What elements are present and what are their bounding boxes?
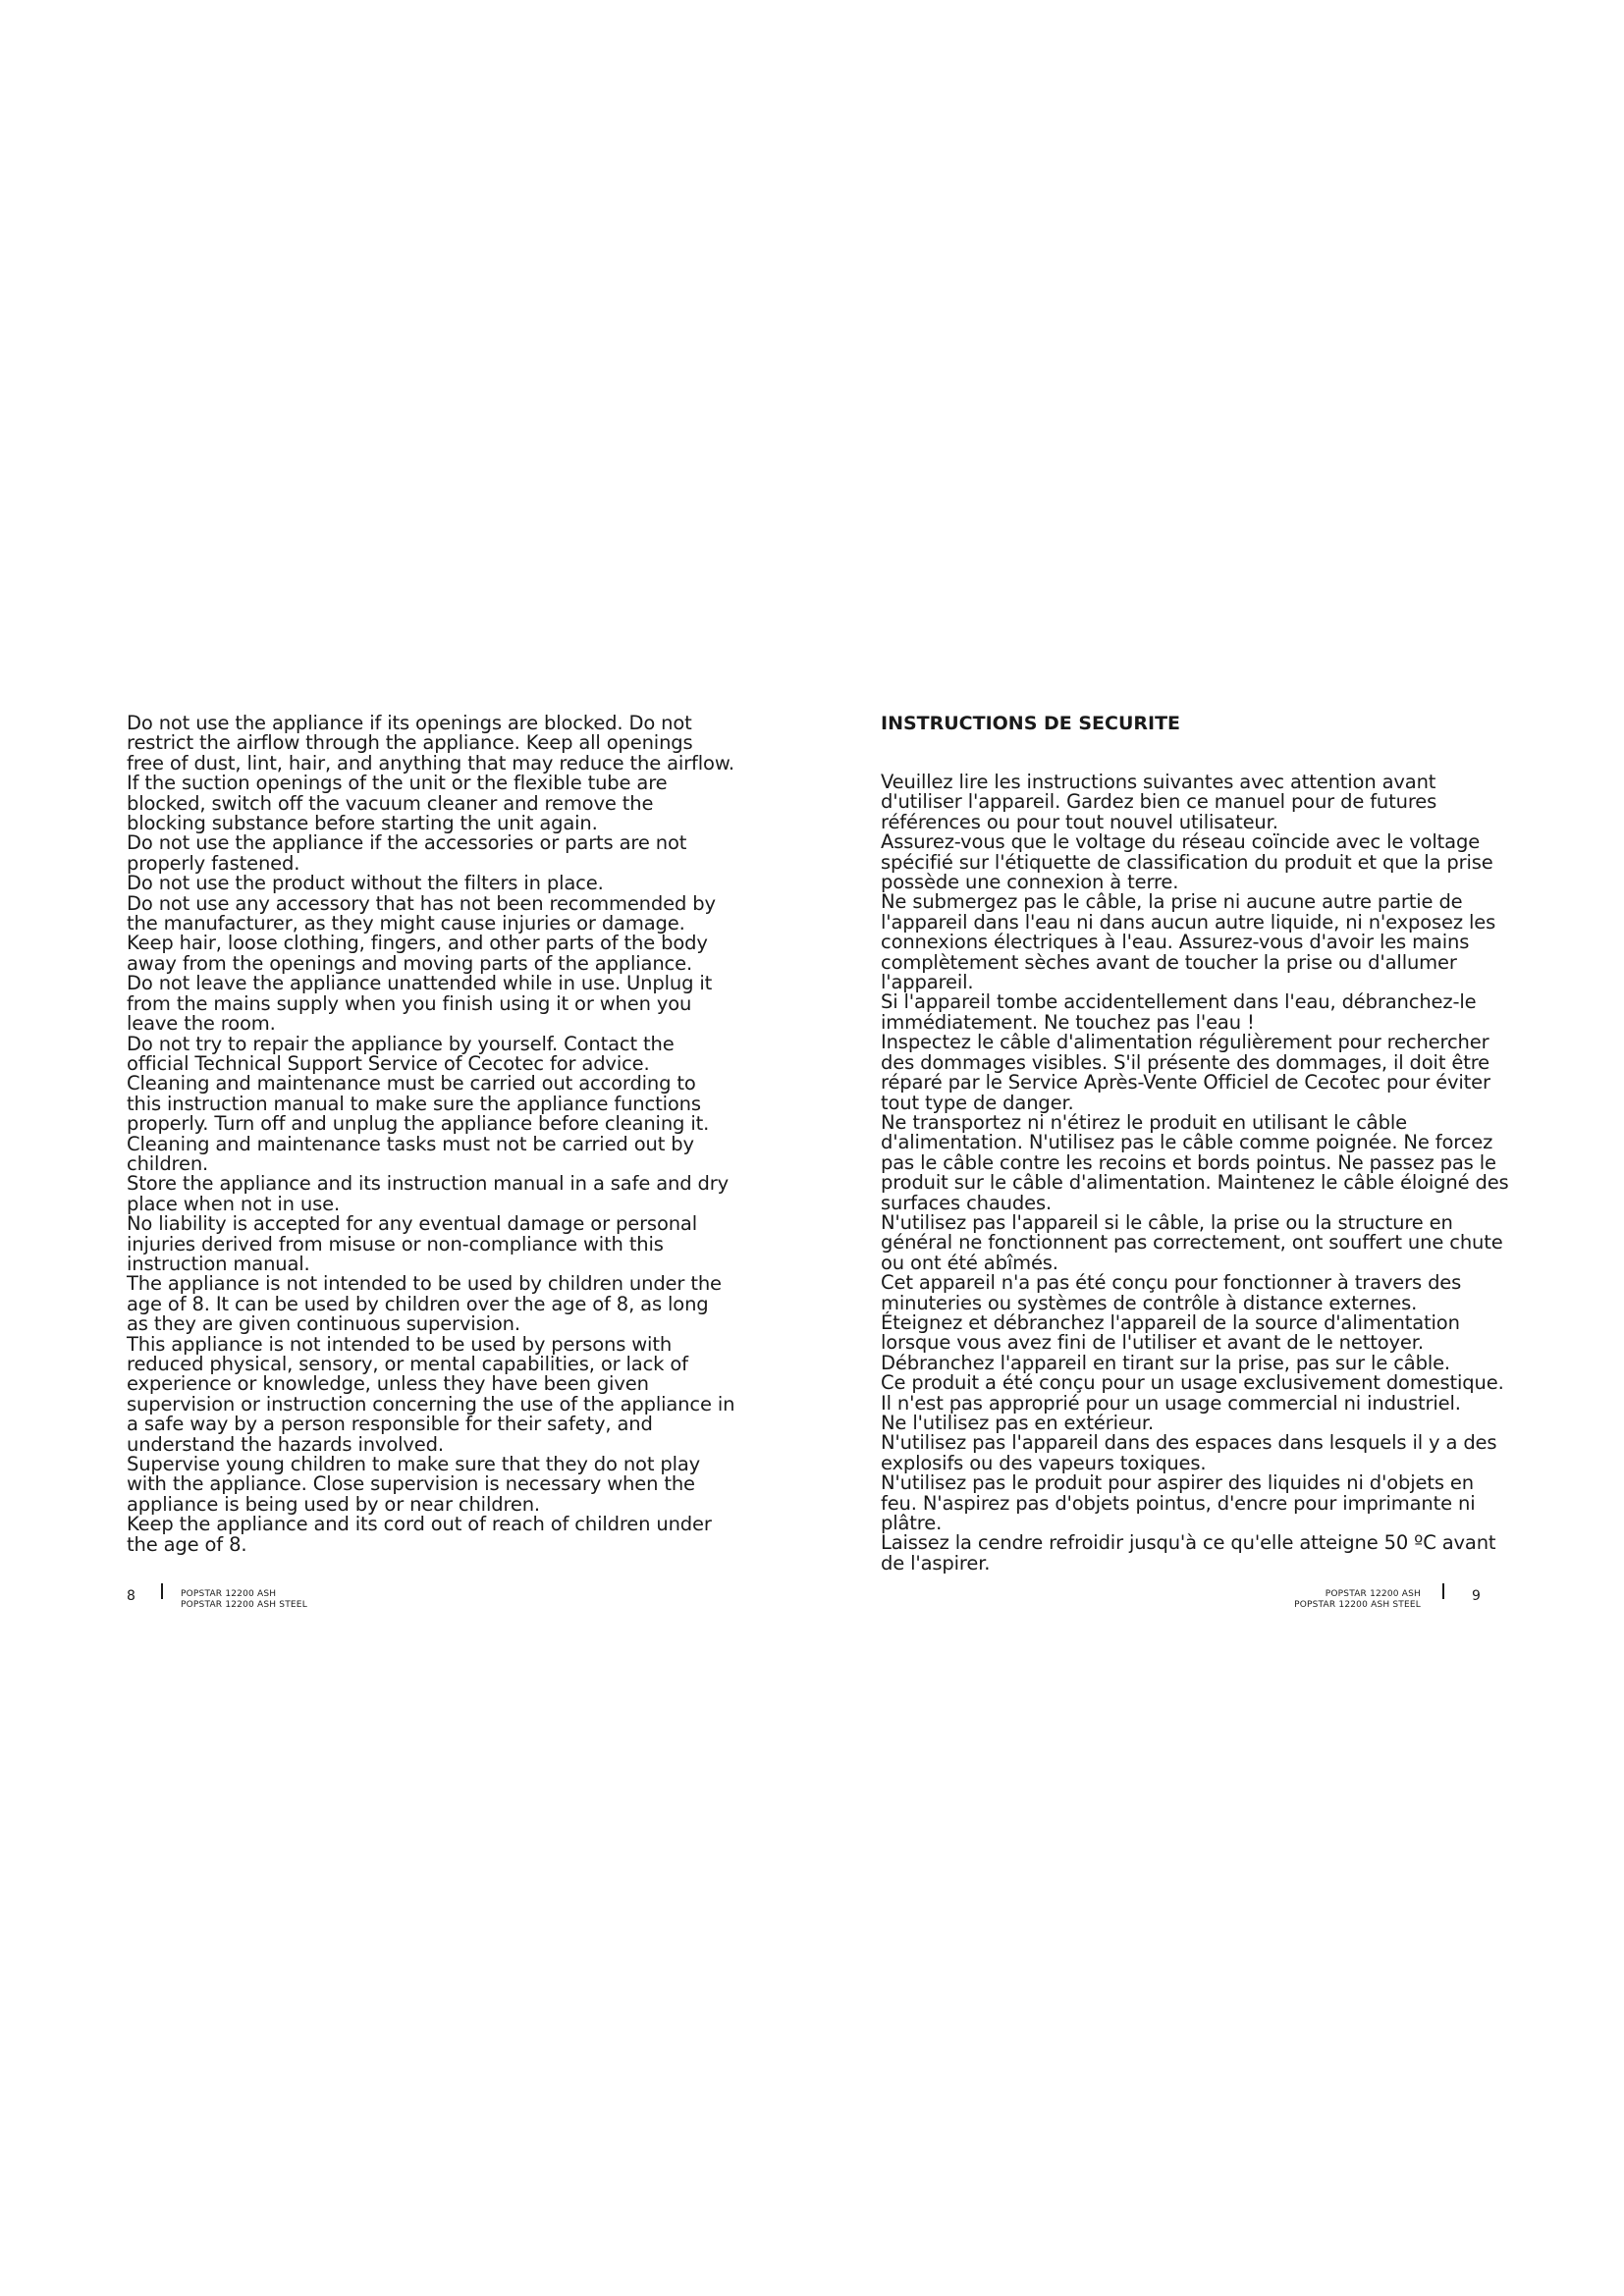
right-page-body [881,714,1509,1574]
left-paragraph-11: Store the appliance and its instruction manual in a safe and dry place when not in use. [127,1172,729,1215]
left-model-line-1: POPSTAR 12200 ASH [181,1589,277,1599]
right-paragraph-15: N'utilisez pas le produit pour aspirer des liquides ni d'objets en feu. N'aspirez pas d'objets pointus, d'encre pour imprimante ni plâtre. [881,1471,1476,1535]
right-model-line-1: POPSTAR 12200 ASH [1325,1589,1421,1599]
left-paragraph-4: Do not use the product without the filters in place. [127,872,604,895]
right-paragraph-8: Cet appareil n'a pas été conçu pour fonctionner à travers des minuteries ou systèmes de contrôle à distance externes. [881,1271,1462,1314]
right-footer-model [1276,1589,1421,1611]
right-paragraph-1: Veuillez lire les instructions suivantes avec attention avant d'utiliser l'appareil. Gardez bien ce manuel pour de futures références ou pour tout nouvel utilisateur. [881,771,1437,833]
right-paragraph-12: Il n'est pas approprié pour un usage commercial ni industriel. [881,1391,1461,1415]
left-paragraph-7: Do not leave the appliance unattended while in use. Unplug it from the mains supply when you finish using it or when you leave the room. [127,972,713,1036]
right-paragraph-14: N'utilisez pas l'appareil dans des espaces dans lesquels il y a des explosifs ou des vapeurs toxiques. [881,1431,1497,1474]
right-paragraph-11: Ce produit a été conçu pour un usage exclusivement domestique. [881,1371,1504,1395]
left-model-line-2: POPSTAR 12200 ASH STEEL [181,1600,307,1610]
left-footer-divider [161,1583,163,1599]
left-paragraph-14: This appliance is not intended to be used by persons with reduced physical, sensory, or mental capabilities, or lack of experience or knowledge, unless they have been given supervision or instruction concerning the use of the appliance in a safe way by a person responsible for their safety, and understand the hazards involved. [127,1332,735,1456]
left-paragraph-13: The appliance is not intended to be used by children under the age of 8. It can be used by children over the age of 8, as long as they are given continuous supervision. [127,1272,722,1336]
right-paragraph-3: Ne submergez pas le câble, la prise ni aucune autre partie de l'appareil dans l'eau ni dans aucun autre liquide, ni n'exposez les connexions électriques à l'eau. Assurez-vous d'avoir les mains complètement sèches avant de toucher la prise ou d'allumer l'appareil. [881,890,1496,994]
left-paragraph-16: Keep the appliance and its cord out of reach of children under the age of 8. [127,1513,712,1556]
left-page-body [127,714,735,1555]
right-paragraph-4: Si l'appareil tombe accidentellement dans l'eau, débranchez-le immédiatement. Ne touchez pas l'eau ! [881,990,1477,1034]
left-paragraph-2: If the suction openings of the unit or the flexible tube are blocked, switch off the vacuum cleaner and remove the blocking substance before starting the unit again. [127,772,668,835]
left-page-number: 8 [127,1588,135,1604]
right-paragraph-9: Éteignez et débranchez l'appareil de la source d'alimentation lorsque vous avez fini de l'utiliser et avant de le nettoyer. [881,1310,1460,1355]
right-paragraph-2: Assurez-vous que le voltage du réseau coïncide avec le voltage spécifié sur l'étiquette de classification du produit et que la prise possède une connexion à terre. [881,830,1493,894]
right-paragraph-7: N'utilisez pas l'appareil si le câble, la prise ou la structure en général ne fonctionnent pas correctement, ont souffert une chute ou ont été abîmés. [881,1210,1503,1274]
left-footer-model [181,1589,307,1611]
right-model-line-2: POPSTAR 12200 ASH STEEL [1294,1600,1421,1610]
right-paragraph-6: Ne transportez ni n'étirez le produit en utilisant le câble d'alimentation. N'utilisez pas le câble comme poignée. Ne forcez pas le câble contre les recoins et bords pointus. Ne passez pas le produit sur le câble d'alimentation. Maintenez le câble éloigné des surfaces chaudes. [881,1110,1509,1214]
left-paragraph-9: Cleaning and maintenance must be carried out according to this instruction manual to make sure the appliance functions properly. Turn off and unplug the appliance before cleaning it. [127,1072,710,1136]
right-page-number: 9 [1472,1588,1481,1604]
left-paragraph-5: Do not use any accessory that has not been recommended by the manufacturer, as they might cause injuries or damage. [127,891,716,935]
right-footer-divider [1442,1583,1444,1599]
left-paragraph-10: Cleaning and maintenance tasks must not be carried out by children. [127,1132,694,1175]
left-paragraph-1: Do not use the appliance if its openings are blocked. Do not restrict the airflow through the appliance. Keep all openings free of dust, lint, hair, and anything that may reduce the airflow. [127,712,734,774]
left-paragraph-15: Supervise young children to make sure that they do not play with the appliance. Close supervision is necessary when the appliance is being used by or near children. [127,1453,701,1516]
section-heading: INSTRUCTIONS DE SECURITE [881,713,1181,734]
left-paragraph-3: Do not use the appliance if the accessories or parts are not properly fastened. [127,831,687,875]
left-paragraph-6: Keep hair, loose clothing, fingers, and other parts of the body away from the openings and moving parts of the appliance. [127,932,708,975]
right-paragraph-5: Inspectez le câble d'alimentation régulièrement pour rechercher des dommages visibles. S'il présente des dommages, il doit être réparé par le Service Après-Vente Officiel de Cecotec pour éviter tout type de danger. [881,1031,1490,1114]
right-paragraph-10: Débranchez l'appareil en tirant sur la prise, pas sur le câble. [881,1351,1450,1374]
left-paragraph-12: No liability is accepted for any eventual damage or personal injuries derived from misuse or non-compliance with this instruction manual. [127,1212,697,1275]
left-paragraph-8: Do not try to repair the appliance by yourself. Contact the official Technical Support Service of Cecotec for advice. [127,1032,675,1075]
right-paragraph-13: Ne l'utilisez pas en extérieur. [881,1412,1155,1434]
right-paragraph-16: Laissez la cendre refroidir jusqu'à ce qu'elle atteigne 50 ºC avant de l'aspirer. [881,1531,1496,1575]
